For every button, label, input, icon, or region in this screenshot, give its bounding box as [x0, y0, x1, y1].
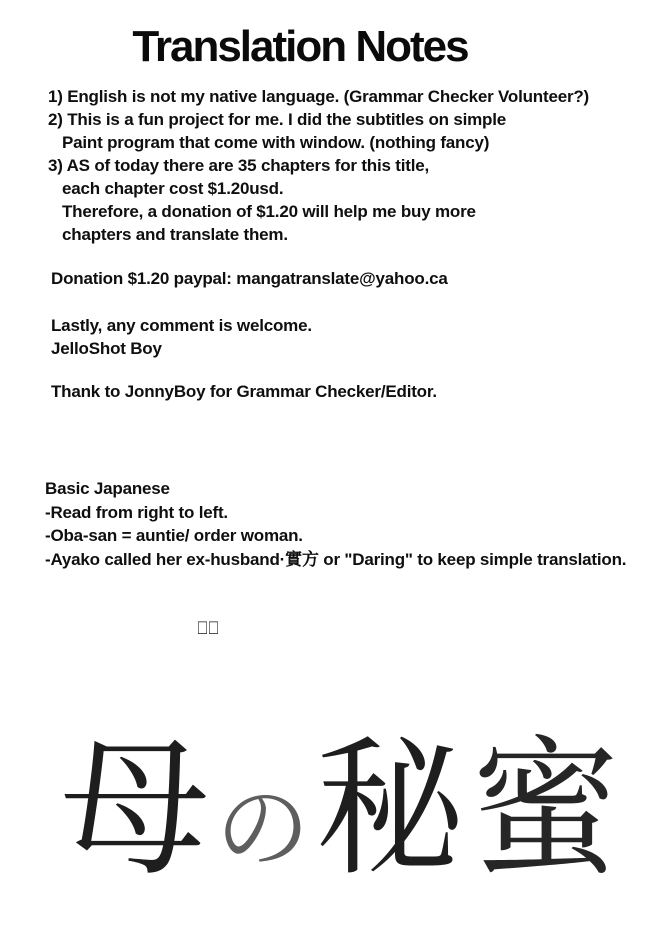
note-line-3-continued-a: each chapter cost $1.20usd.	[62, 179, 284, 198]
note-line-2: 2) This is a fun project for me. I did the subtitles on simple	[48, 110, 506, 129]
signature: JelloShot Boy	[51, 339, 162, 358]
manga-title-japanese	[60, 723, 621, 925]
kanji-mitsu: 蜜	[470, 723, 621, 897]
kanji-hi: 秘	[315, 723, 466, 897]
missing-glyph-boxes: □□	[198, 616, 221, 640]
note-line-1: 1) English is not my native language. (Grammar Checker Volunteer?)	[48, 87, 590, 106]
note-line-3: 3) AS of today there are 35 chapters for this title,	[48, 156, 430, 175]
donation-info: Donation $1.20 paypal: mangatranslate@yahoo.ca	[51, 269, 448, 288]
comment-line: Lastly, any comment is welcome.	[51, 316, 312, 335]
note-line-2-continued: Paint program that come with window. (nothing fancy)	[62, 133, 490, 152]
note-line-3-continued-b: Therefore, a donation of $1.20 will help me buy more	[62, 202, 476, 221]
notes-list	[48, 85, 589, 246]
thanks-note: Thank to JonnyBoy for Grammar Checker/Editor.	[51, 382, 437, 401]
basic-japanese-section	[45, 477, 626, 571]
japanese-note-2: -Oba-san = auntie/ order woman.	[45, 526, 303, 545]
japanese-note-3: -Ayako called her ex-husband·實方 or "Daring" to keep simple translation.	[45, 549, 627, 569]
kanji-haha: 母	[60, 723, 211, 897]
closing-comments	[51, 314, 312, 360]
kana-no: の	[215, 774, 311, 884]
japanese-note-1: -Read from right to left.	[45, 502, 228, 522]
japanese-section-heading: Basic Japanese	[45, 479, 170, 498]
note-line-3-continued-c: chapters and translate them.	[62, 225, 288, 244]
page-title: Translation Notes	[132, 22, 468, 71]
